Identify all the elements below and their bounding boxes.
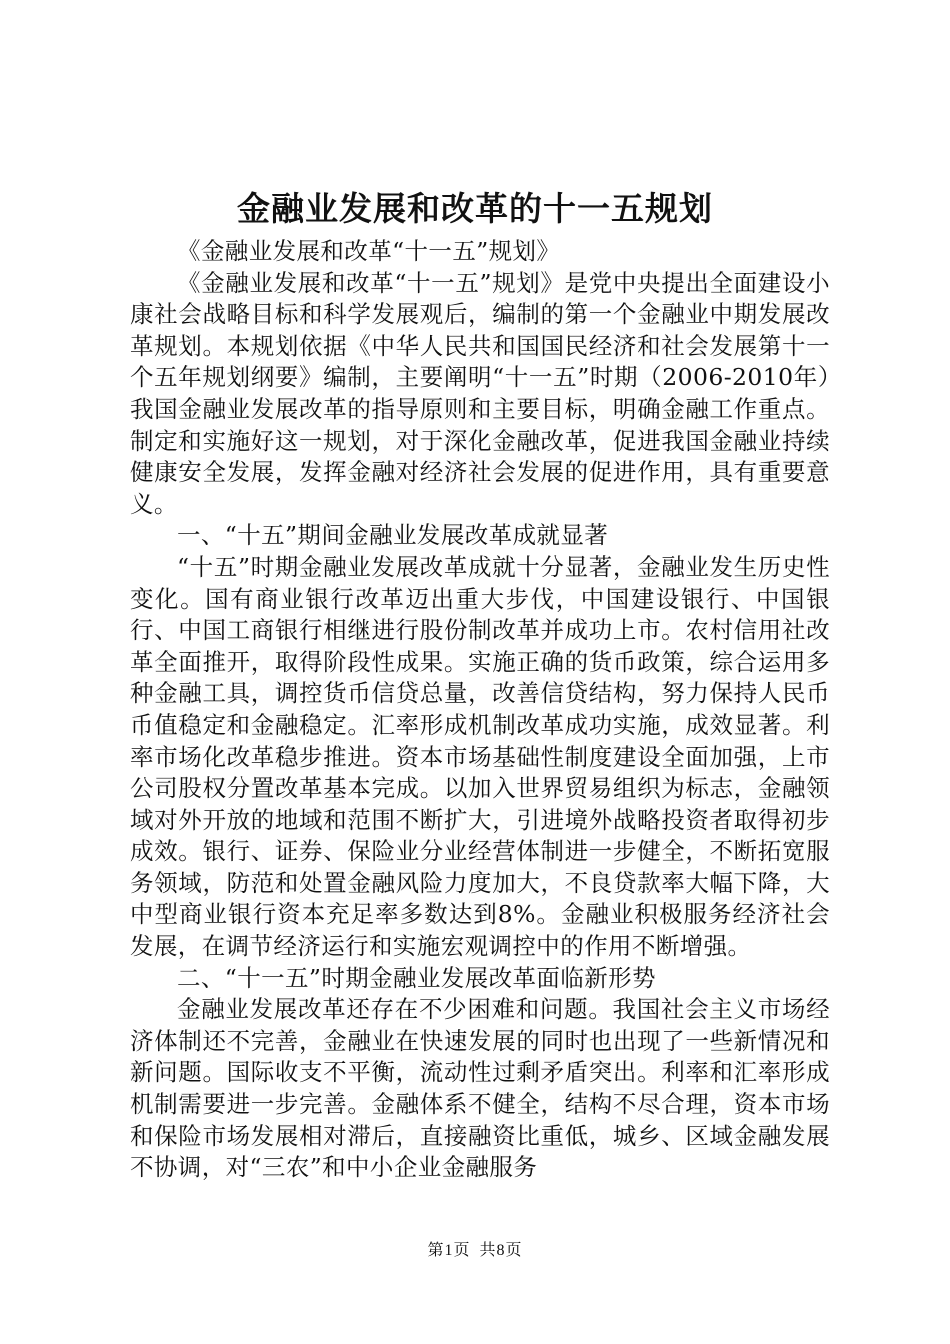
paragraph-challenges: 金融业发展改革还存在不少困难和问题。我国社会主义市场经济体制还不完善，金融业在快速发展的同时也出现了一些新情况和新问题。国际收支不平衡，流动性过剩矛盾突出。利率和汇率形成机制需要进一步完善。金融体系不健全，结构不尽合理，资本市场和保险市场发展相对滞后，直接融资比重低，城乡、区域金融发展不协调，对“三农”和中小企业金融服务	[130, 995, 830, 1182]
paragraph-subtitle: 《金融业发展和改革“十一五”规划》	[177, 237, 561, 265]
document-body	[130, 236, 830, 1184]
page-total: 共8页	[479, 1242, 523, 1259]
section-heading-2: 二、“十一五”时期金融业发展改革面临新形势	[177, 963, 656, 992]
paragraph-intro: 《金融业发展和改革“十一五”规划》是党中央提出全面建设小康社会战略目标和科学发展观后，编制的第一个金融业中期发展改革规划。本规划依据《中华人民共和国国民经济和社会发展第十一个五年规划纲要》编制，主要阐明“十一五”时期（2006-2010年）我国金融业发展改革的指导原则和主要目标，明确金融工作重点。制定和实施好这一规划，对于深化金融改革，促进我国金融业持续健康安全发展，发挥金融对经济社会发展的促进作用，具有重要意义。	[130, 268, 830, 518]
page-number: 第1页	[427, 1242, 471, 1259]
section-heading-1: 一、“十五”期间金融业发展改革成就显著	[177, 521, 609, 550]
document-title: 金融业发展和改革的十一五规划	[237, 189, 713, 228]
paragraph-achievements: “十五”时期金融业发展改革成就十分显著，金融业发生历史性变化。国有商业银行改革迈出重大步伐，中国建设银行、中国银行、中国工商银行相继进行股份制改革并成功上市。农村信用社改革全面推开，取得阶段性成果。实施正确的货币政策，综合运用多种金融工具，调控货币信贷总量，改善信贷结构，努力保持人民币币值稳定和金融稳定。汇率形成机制改革成功实施，成效显著。利率市场化改革稳步推进。资本市场基础性制度建设全面加强，上市公司股权分置改革基本完成。以加入世界贸易组织为标志，金融领域对外开放的地域和范围不断扩大，引进境外战略投资者取得初步成效。银行、证券、保险业分业经营体制进一步健全，不断拓宽服务领域，防范和处置金融风险力度加大，不良贷款率大幅下降，大中型商业银行资本充足率多数达到8%。金融业积极服务经济社会发展，在调节经济运行和实施宏观调控中的作用不断增强。	[130, 552, 830, 961]
page-footer	[0, 1240, 950, 1262]
